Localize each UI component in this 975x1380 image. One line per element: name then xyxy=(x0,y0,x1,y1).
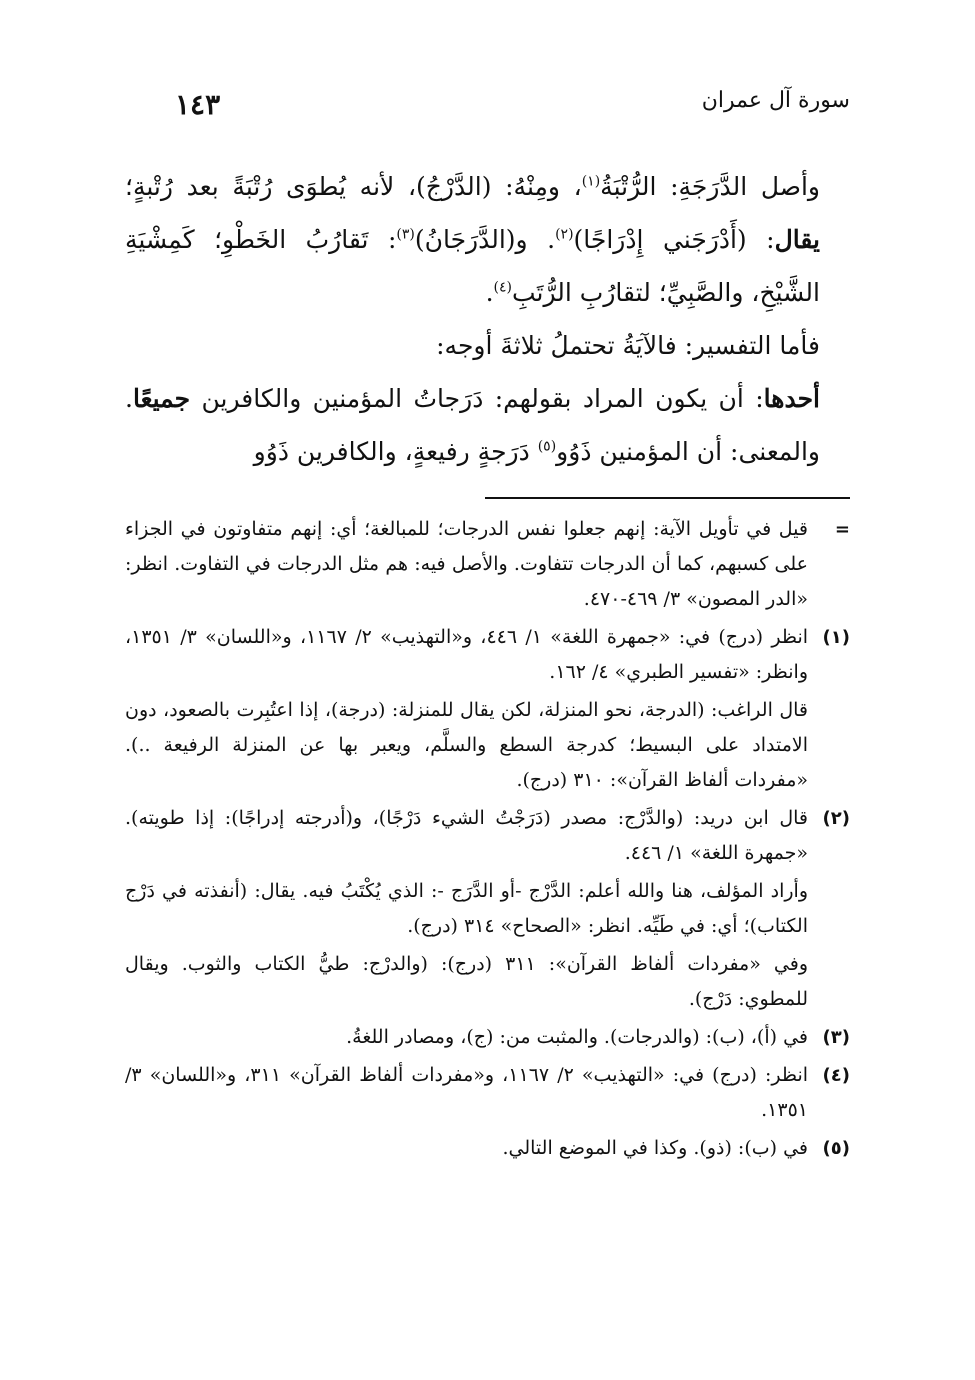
footnote-2-continued: وفي «مفردات ألفاظ القرآن»: ٣١١ (درج): (والدرْج: طيُّ الكتاب والثوب. ويقال للمطوي: دَرْج). xyxy=(125,953,808,1010)
footnote-1 xyxy=(125,620,850,690)
footnote-text: قال ابن دريد: (والدَّرْج: مصدر (دَرَجْتُ الشيء دَرْجًا)، و(أدرجته إدراجًا): إذا طويته). «جمهرة اللغة» ١/ ٤٤٦. xyxy=(125,807,808,864)
paragraph-first-aspect xyxy=(125,372,850,478)
footnote-2 xyxy=(125,801,850,871)
text-run: ، ومِنْهُ: (الدَّرْجُ)، لأنه يُطوَى رُتْبَةً بعد رُتْبةٍ؛ xyxy=(125,172,582,201)
footnote-mark: (٣) xyxy=(822,1027,850,1048)
bold-text-run: جميعًا xyxy=(132,384,191,413)
text-run: . و(الدَّرَجَانُ) xyxy=(414,225,556,254)
footnote-mark: (١) xyxy=(822,627,850,648)
footnote-text: انظر (درج) في: «جمهرة اللغة» ١/ ٤٤٦، و«التهذيب» ٢/ ١١٦٧، و«اللسان» ٣/ ١٣٥١، وانظر: «تفسير الطبري» ٤/ ١٦٢. xyxy=(125,626,809,683)
footnote-mark: = xyxy=(834,519,850,540)
footnote-ref-1: (١) xyxy=(581,173,601,190)
running-title: سورة آل عمران xyxy=(701,88,850,113)
footnote-mark: (٥) xyxy=(822,1138,850,1159)
paragraph-etymology xyxy=(125,160,850,319)
text-run: . والمعنى: أن المؤمنين ذَوُو xyxy=(125,384,820,466)
text-run: : (أَدْرَجَني إِدْرَاجًا) xyxy=(573,225,775,254)
footnote-1-continued: قال الراغب: (الدرجة، نحو المنزلة، لكن يقال للمنزلة: (درجة)، إذا اعتُبِرت بالصعود، دون الامتداد على البسيط؛ كدرجة السطع والسلَّم، ويعبر بها عن المنزلة الرفيعة ..). «مفردات ألفاظ القرآن»: ٣١٠ (درج). xyxy=(125,699,808,791)
footnotes xyxy=(125,512,850,1169)
footnote-5 xyxy=(125,1131,850,1166)
footnote-text: قيل في تأويل الآية: إنهم جعلوا نفس الدرجات؛ للمبالغة؛ أي: إنهم متفاوتون في الجزاء على كسبهم، كما أن الدرجات تتفاوت. والأصل فيه: هم مثل الدرجات في التفاوت. انظر: «الدر المصون» ٣/ ٤٦٩-٤٧٠. xyxy=(125,518,808,610)
footnote-text: في (أ)، (ب): (والدرجات). والمثبت من: (ج)، ومصادر اللغةُ. xyxy=(346,1026,808,1048)
bold-text-run: أحدها xyxy=(763,384,820,413)
footnote-3 xyxy=(125,1020,850,1055)
footnote-text: في (ب): (ذو). وكذا في الموضع التالي. xyxy=(502,1137,808,1159)
bold-text-run: يقال xyxy=(774,225,820,254)
footnote-ref-5: (٥) xyxy=(537,438,557,455)
page-header xyxy=(125,88,850,128)
paragraph-tafsir-intro: فأما التفسير: فالآيَةُ تحتملُ ثلاثةَ أوجه: xyxy=(436,331,820,360)
footnote-text: انظر: (درج) في: «التهذيب» ٢/ ١١٦٧، و«مفردات ألفاظ القرآن» ٣١١، و«اللسان» ٣/ ١٣٥١. xyxy=(125,1064,809,1121)
footnote-separator xyxy=(485,497,850,499)
footnote-mark: (٢) xyxy=(822,808,850,829)
main-text xyxy=(125,160,850,478)
footnote-4 xyxy=(125,1058,850,1128)
text-run: وأصل الدَّرَجَةِ: الرُّتْبَةُ xyxy=(600,172,820,201)
footnote-ref-4: (٤) xyxy=(493,279,512,296)
footnote-2-continued: وأراد المؤلف، هنا والله أعلم: الدَّرْج -أو الدَّرَج -: الذي يُكْتَبُ فيه. يقال: (أنفذته في دَرْج الكتاب)؛ أي: في طَيِّه. انظر: «الصحاح» ٣١٤ (درج). xyxy=(125,880,808,937)
text-run: : تَقارُبُ الخَطْوِ؛ كَمِشْيَةِ الشَّيْخِ، والصَّبِيِّ؛ لتقارُبِ الرُّتَبِ xyxy=(125,225,820,307)
footnote-continuation xyxy=(125,512,850,617)
text-run: دَرَجةٍ رفيعةٍ، والكافرين ذَوُو xyxy=(253,437,538,466)
footnote-ref-3: (٣) xyxy=(396,226,415,243)
page-number: ١٤٣ xyxy=(175,88,221,121)
footnote-ref-2: (٢) xyxy=(555,226,574,243)
footnote-mark: (٤) xyxy=(822,1065,850,1086)
text-run: . xyxy=(485,278,494,307)
text-run: : أن يكون المراد بقولهم: دَرَجاتُ المؤمنين والكافرين xyxy=(190,384,764,413)
